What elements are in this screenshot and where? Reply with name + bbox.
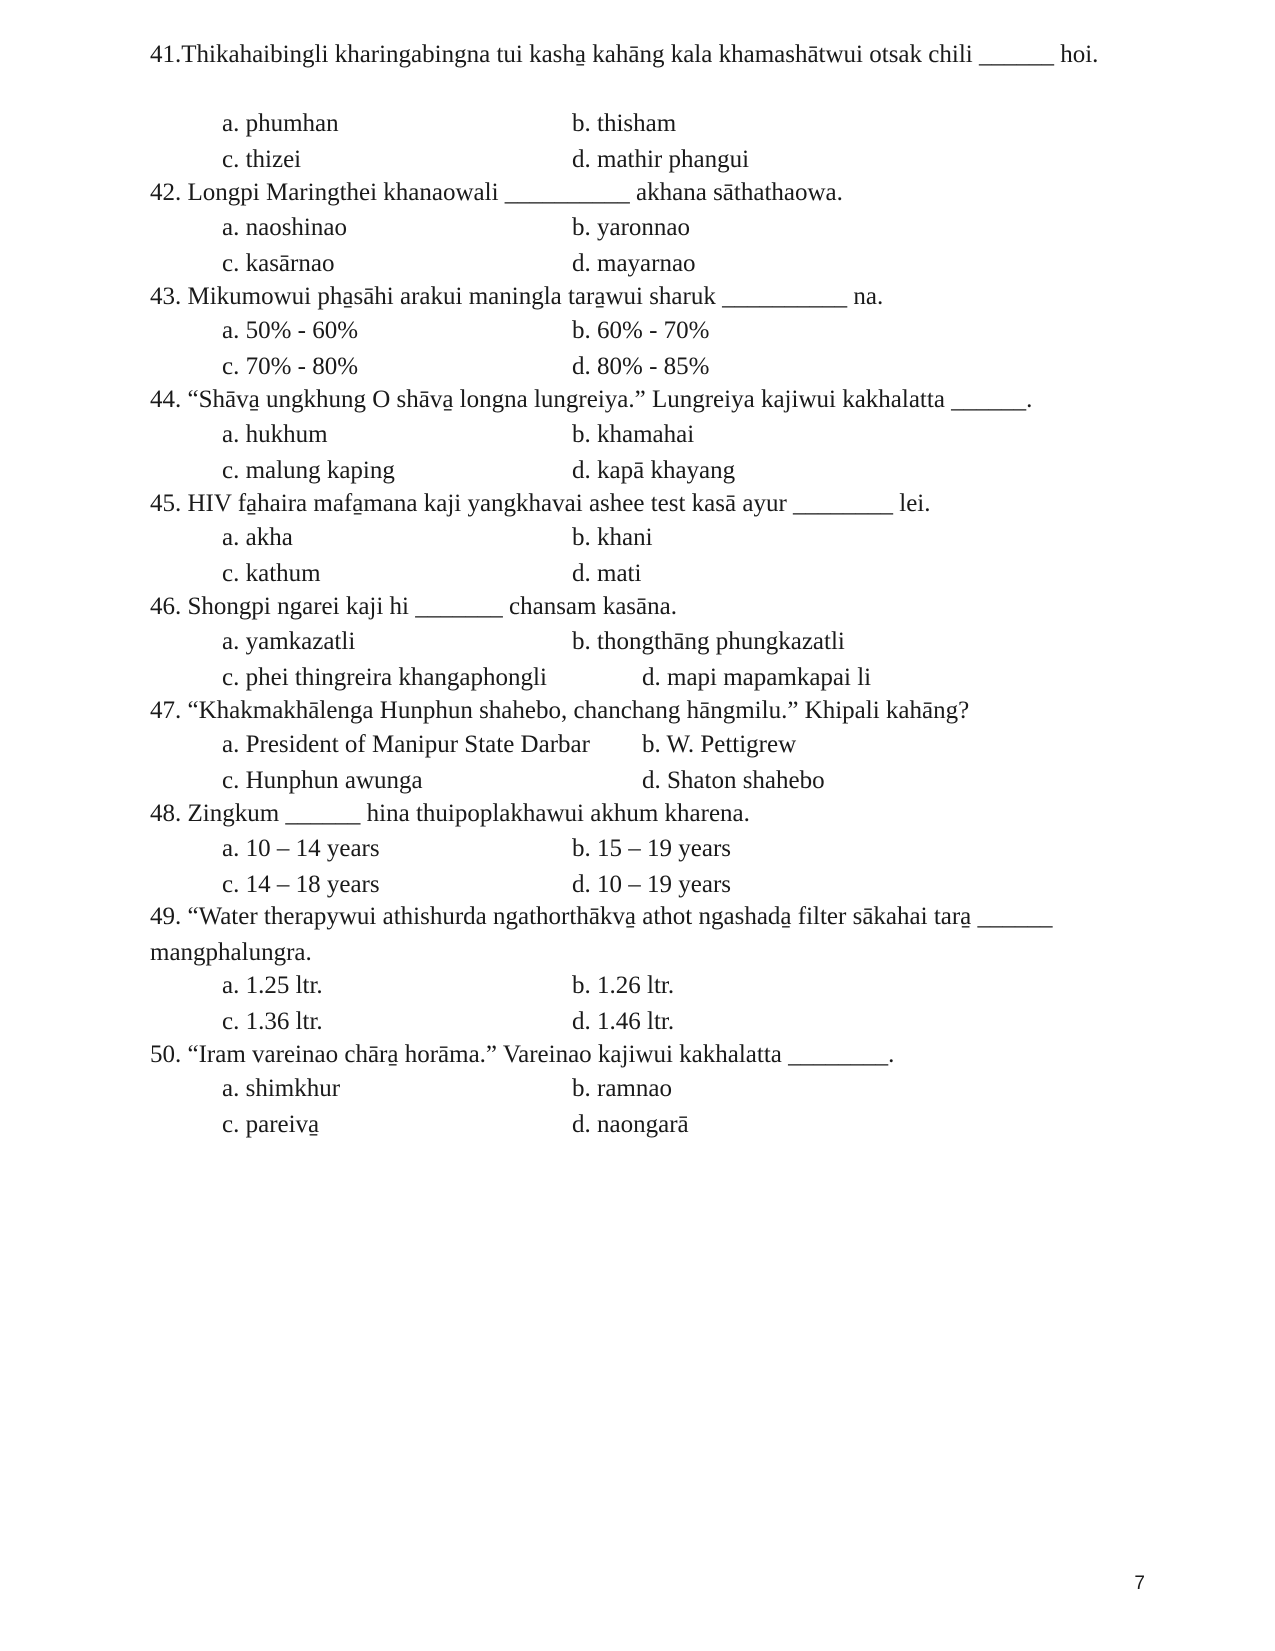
question-44-options [222, 417, 1122, 489]
option-b: b. 1.26 ltr. [572, 972, 675, 999]
question-41-options [222, 106, 1122, 178]
option-c: c. 1.36 ltr. [222, 1008, 323, 1035]
options-row [222, 313, 1122, 349]
options-row [222, 210, 1122, 246]
question-47-options [222, 727, 1122, 799]
options-row [222, 246, 1122, 282]
options-row [222, 142, 1122, 178]
option-c: c. kasārnao [222, 250, 335, 277]
question-42-stem: 42. Longpi Maringthei khanaowali __________ akhana sāthathaowa. [150, 179, 843, 206]
option-d: d. mapi mapamkapai li [642, 664, 872, 691]
options-row [222, 106, 1122, 142]
options-row [222, 453, 1122, 489]
option-b: b. W. Pettigrew [642, 731, 797, 758]
options-row [222, 556, 1122, 592]
option-a: a. yamkazatli [222, 628, 356, 655]
option-a: a. 50% - 60% [222, 317, 359, 344]
options-row [222, 417, 1122, 453]
question-46-options [222, 624, 1122, 696]
option-b: b. yaronnao [572, 214, 691, 241]
option-c: c. Hunphun awunga [222, 767, 423, 794]
question-49-stem: 49. “Water therapywui athishurda ngathorthākva̱ athot ngashada̱ filter sākahai tara̱ ______ mangphalungra. [150, 903, 1053, 966]
option-d: d. 10 – 19 years [572, 871, 731, 898]
option-a: a. 10 – 14 years [222, 835, 380, 862]
option-d: d. mayarnao [572, 250, 696, 277]
option-a: a. naoshinao [222, 214, 347, 241]
option-c: c. 70% - 80% [222, 353, 359, 380]
question-49-options [222, 968, 1122, 1040]
option-b: b. thongthāng phungkazatli [572, 628, 845, 655]
options-row [222, 1107, 1122, 1143]
option-c: c. thizei [222, 146, 302, 173]
option-d: d. naongarā [572, 1111, 689, 1138]
option-a: a. akha [222, 524, 293, 551]
question-41-stem: 41.Thikahaibingli kharingabingna tui kasha̱ kahāng kala khamashātwui otsak chili ______ hoi. [150, 41, 1099, 68]
option-a: a. President of Manipur State Darbar [222, 731, 590, 758]
options-row [222, 520, 1122, 556]
options-row [222, 727, 1122, 763]
option-a: a. 1.25 ltr. [222, 972, 323, 999]
option-a: a. shimkhur [222, 1075, 341, 1102]
option-c: c. pareiva̱ [222, 1111, 320, 1138]
question-50-stem: 50. “Iram vareinao chāra̱ horāma.” Vareinao kajiwui kakhalatta ________. [150, 1041, 895, 1068]
option-b: b. 60% - 70% [572, 317, 710, 344]
option-c: c. kathum [222, 560, 321, 587]
option-b: b. thisham [572, 110, 677, 137]
option-d: d. 80% - 85% [572, 353, 710, 380]
question-46-stem: 46. Shongpi ngarei kaji hi _______ chansam kasāna. [150, 593, 677, 620]
options-row [222, 867, 1122, 903]
options-row [222, 1071, 1122, 1107]
question-47-stem: 47. “Khakmakhālenga Hunphun shahebo, chanchang hāngmilu.” Khipali kahāng? [150, 697, 970, 724]
option-d: d. 1.46 ltr. [572, 1008, 675, 1035]
options-row [222, 968, 1122, 1004]
option-d: d. kapā khayang [572, 457, 736, 484]
option-b: b. 15 – 19 years [572, 835, 731, 862]
option-d: d. mati [572, 560, 642, 587]
option-a: a. phumhan [222, 110, 339, 137]
question-50-options [222, 1071, 1122, 1143]
options-row [222, 1004, 1122, 1040]
options-row [222, 349, 1122, 385]
option-c: c. 14 – 18 years [222, 871, 380, 898]
option-a: a. hukhum [222, 421, 328, 448]
option-b: b. khamahai [572, 421, 695, 448]
question-44-stem: 44. “Shāva̱ ungkhung O shāva̱ longna lungreiya.” Lungreiya kajiwui kakhalatta ______. [150, 386, 1033, 413]
page-number: 7 [1134, 1573, 1145, 1594]
option-b: b. khani [572, 524, 653, 551]
question-45-stem: 45. HIV fa̱haira mafa̱mana kaji yangkhavai ashee test kasā ayur ________ lei. [150, 490, 931, 517]
option-b: b. ramnao [572, 1075, 672, 1102]
options-row [222, 763, 1122, 799]
question-42-options [222, 210, 1122, 282]
option-c: c. malung kaping [222, 457, 395, 484]
options-row [222, 831, 1122, 867]
question-48-options [222, 831, 1122, 903]
question-43-options [222, 313, 1122, 385]
options-row [222, 660, 1122, 696]
question-43-stem: 43. Mikumowui pha̱sāhi arakui maningla tara̱wui sharuk __________ na. [150, 283, 884, 310]
question-45-options [222, 520, 1122, 592]
option-d: d. mathir phangui [572, 146, 750, 173]
option-d: d. Shaton shahebo [642, 767, 825, 794]
question-48-stem: 48. Zingkum ______ hina thuipoplakhawui akhum kharena. [150, 800, 750, 827]
options-row [222, 624, 1122, 660]
option-c: c. phei thingreira khangaphongli [222, 664, 547, 691]
